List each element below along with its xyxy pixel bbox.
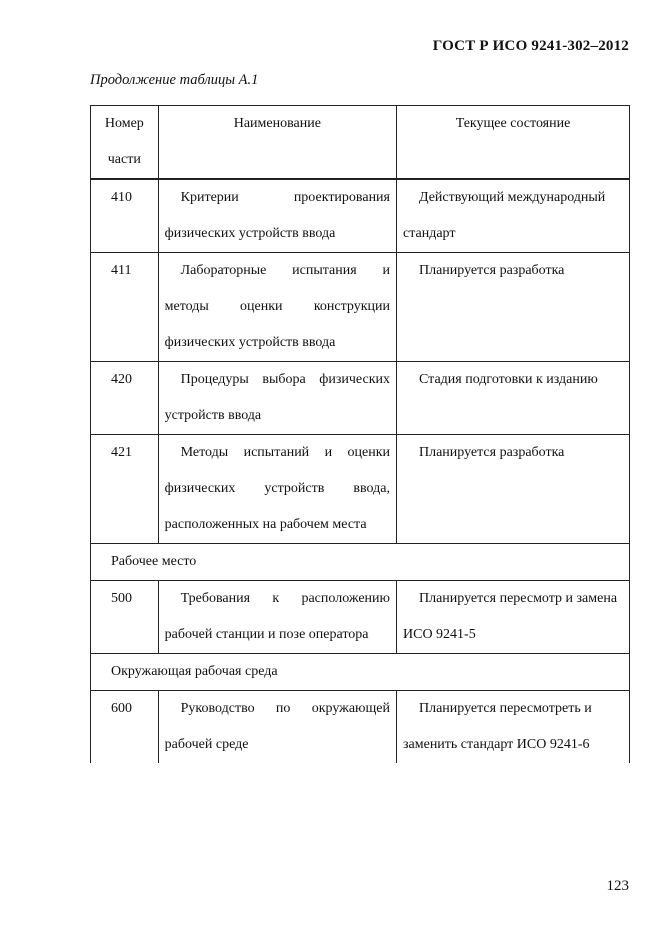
- table-caption: Продолжение таблицы А.1: [90, 72, 259, 88]
- section-title: Окружающая рабочая среда: [91, 654, 630, 691]
- row-status: Стадия подготовки к изданию: [397, 362, 630, 435]
- section-title: Рабочее место: [91, 544, 630, 581]
- row-status: Действующий международный стандарт: [397, 179, 630, 253]
- row-status: Планируется пересмотр и замена ИСО 9241-5: [397, 581, 630, 654]
- parts-table: [90, 105, 630, 763]
- page-number: 123: [606, 878, 629, 894]
- table-row: [91, 691, 630, 764]
- document-header: ГОСТ Р ИСО 9241-302–2012: [432, 38, 629, 54]
- column-header-number-line2: части: [107, 152, 141, 167]
- column-header-number: [91, 106, 159, 180]
- section-row-workplace: [91, 544, 630, 581]
- table-header-row: [91, 106, 630, 180]
- row-number: 420: [91, 362, 159, 435]
- row-status: Планируется разработка: [397, 435, 630, 544]
- section-row-environment: [91, 654, 630, 691]
- column-header-status: Текущее состояние: [397, 106, 630, 180]
- column-header-name: Наименование: [158, 106, 396, 180]
- row-number: 421: [91, 435, 159, 544]
- row-status: Планируется пересмотреть и заменить стандарт ИСО 9241-6: [397, 691, 630, 764]
- row-name: Руководство по окружающей рабочей среде: [158, 691, 396, 764]
- row-number: 410: [91, 179, 159, 253]
- row-name: Требования к расположению рабочей станции и позе оператора: [158, 581, 396, 654]
- column-header-number-line1: Номер: [104, 116, 144, 131]
- row-name: Методы испытаний и оценки физических устройств ввода, расположенных на рабочем места: [158, 435, 396, 544]
- row-number: 411: [91, 253, 159, 362]
- row-name: Процедуры выбора физических устройств ввода: [158, 362, 396, 435]
- row-name: Лабораторные испытания и методы оценки конструкции физических устройств ввода: [158, 253, 396, 362]
- table-row: [91, 362, 630, 435]
- row-status: Планируется разработка: [397, 253, 630, 362]
- row-name: Критерии проектирования физических устройств ввода: [158, 179, 396, 253]
- table-row: [91, 179, 630, 253]
- table-row: [91, 435, 630, 544]
- table-row: [91, 253, 630, 362]
- table-row: [91, 581, 630, 654]
- row-number: 500: [91, 581, 159, 654]
- row-number: 600: [91, 691, 159, 764]
